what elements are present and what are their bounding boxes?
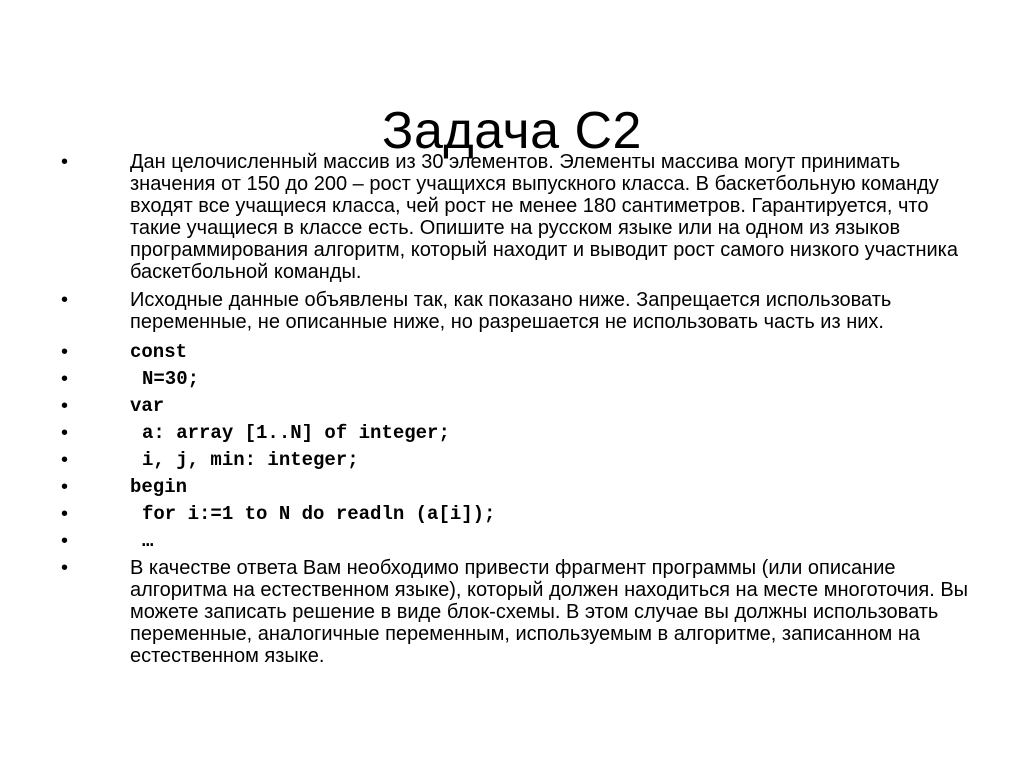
code-line: [0, 366, 1024, 393]
answer-instructions-text: В качестве ответа Вам необходимо привести фрагмент программы (или описание алгоритма на естественном языке), который должен находиться на месте многоточия. Вы можете записать решение в виде блок-схемы. В этом случае вы должны использовать переменные, аналогичные переменным, используемым в алгоритме, записанном на естественном языке.: [130, 557, 969, 667]
code-line-text: var: [130, 395, 165, 417]
code-line: [0, 420, 1024, 447]
code-line: [0, 474, 1024, 501]
input-note-text: Исходные данные объявлены так, как показано ниже. Запрещается использовать переменные, не описанные ниже, но разрешается не использовать часть из них.: [130, 289, 892, 333]
code-line-text: begin: [130, 476, 188, 498]
code-line-text: …: [142, 530, 154, 552]
bullet-icon: •: [61, 289, 69, 311]
code-line: [0, 447, 1024, 474]
list-item-answer-instructions: [0, 557, 1024, 667]
list-item-task-description: [0, 151, 1024, 283]
bullet-icon: •: [61, 449, 69, 471]
bullet-icon: •: [61, 341, 69, 363]
code-line-text: const: [130, 341, 188, 363]
code-line: [0, 501, 1024, 528]
bullet-icon: •: [61, 503, 69, 525]
code-line-text: a: array [1..N] of integer;: [142, 422, 450, 444]
list-item-input-note: [0, 289, 1024, 333]
code-line: [0, 393, 1024, 420]
task-description-text: Дан целочисленный массив из 30 элементов. Элементы массива могут принимать значения от 150 до 200 – рост учащихся выпускного класса. В баскетбольную команду входят все учащиеся класса, чей рост не менее 180 сантиметров. Гарантируется, что такие учащиеся в классе есть. Опишите на русском языке или на одном из языков программирования алгоритм, который находит и выводит рост самого низкого участника баскетбольной команды.: [130, 151, 958, 283]
bullet-icon: •: [61, 395, 69, 417]
code-line-text: for i:=1 to N do readln (a[i]);: [142, 503, 496, 525]
slide-title: Задача С2: [382, 101, 642, 160]
bullet-icon: •: [61, 530, 69, 552]
bullet-icon: •: [61, 422, 69, 444]
bullet-icon: •: [61, 476, 69, 498]
code-line: [0, 339, 1024, 366]
slide-body: [0, 151, 1024, 673]
bullet-icon: •: [61, 368, 69, 390]
bullet-icon: •: [61, 557, 69, 579]
code-line-ellipsis: [0, 528, 1024, 555]
bullet-icon: •: [61, 151, 69, 173]
code-line-text: N=30;: [142, 368, 200, 390]
code-line-text: i, j, min: integer;: [142, 449, 359, 471]
